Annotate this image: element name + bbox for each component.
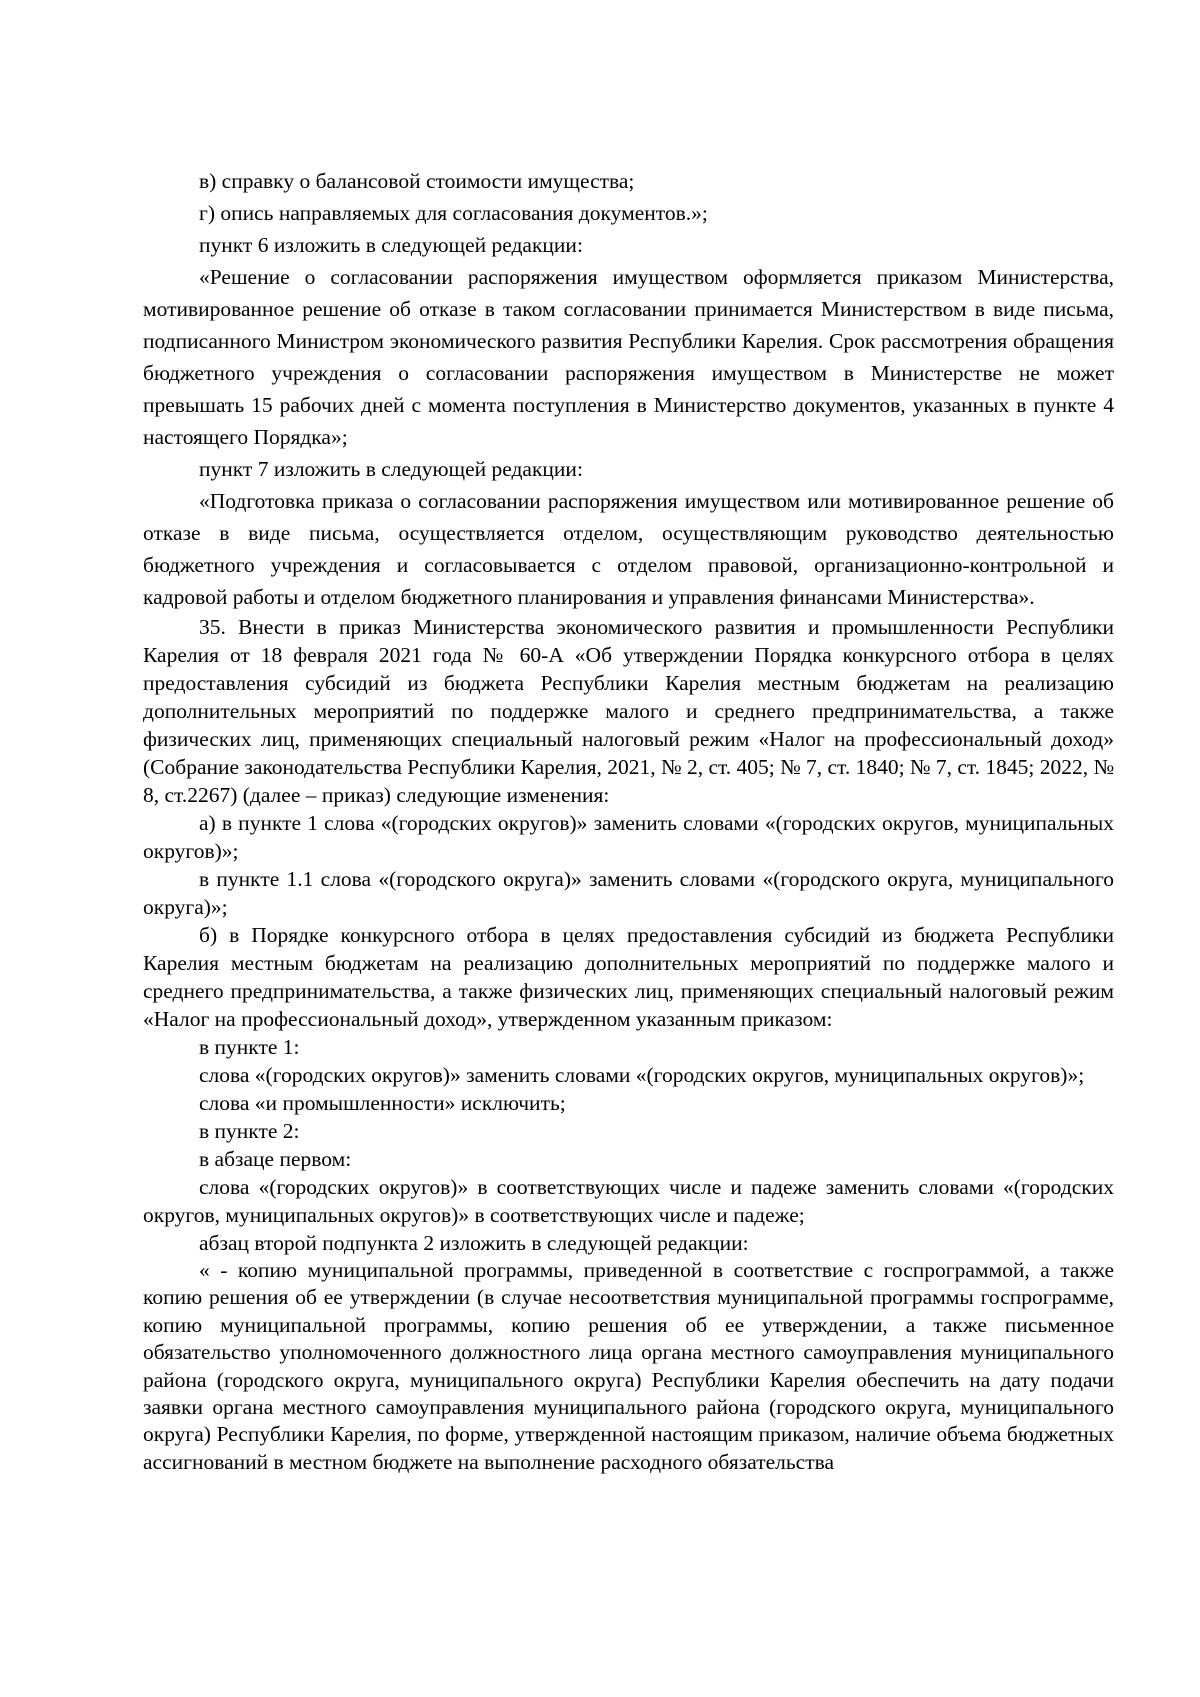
paragraph: «Подготовка приказа о согласовании распоряжения имуществом или мотивированное решение об отказе в виде письма, осуществляется отделом, осуществляющим руководство деятельностью бюджетного учреждения и согласовывается с отделом правовой, организационно-контрольной и кадровой работы и отделом бюджетного планирования и управления финансами Министерства». <box>143 489 1114 609</box>
section-c <box>143 1257 1114 1476</box>
paragraph: а) в пункте 1 слова «(городских округов)» заменить словами «(городских округов, муниципальных округов)»; <box>143 811 1114 863</box>
paragraph: в пункте 2: <box>199 1119 300 1143</box>
section-b <box>143 613 1114 1257</box>
paragraph: в абзаце первом: <box>199 1147 352 1171</box>
paragraph: слова «(городских округов)» заменить словами «(городских округов, муниципальных округов)»; <box>199 1063 1085 1087</box>
paragraph: 35. Внести в приказ Министерства экономического развития и промышленности Республики Карелия от 18 февраля 2021 года № 60-А «Об утверждении Порядка конкурсного отбора в целях предоставления субсидий из бюджета Республики Карелия местным бюджетам на реализацию дополнительных мероприятий по поддержке малого и среднего предпринимательства, а также физических лиц, применяющих специальный налоговый режим «Налог на профессиональный доход» (Собрание законодательства Республики Карелия, 2021, № 2, ст. 405; № 7, ст. 1840; № 7, ст. 1845; 2022, № 8, ст.2267) (далее – приказ) следующие изменения: <box>143 615 1114 807</box>
paragraph: в пункте 1: <box>199 1035 300 1059</box>
paragraph: « - копию муниципальной программы, приведенной в соответствие с госпрограммой, а также копию решения об ее утверждении (в случае несоответствия муниципальной программы госпрограмме, копию муниципальной программы, копию решения об ее утверждении, а также письменное обязательство уполномоченного должностного лица органа местного самоуправления муниципального района (городского округа, муниципального округа) Республики Карелия обеспечить на дату подачи заявки органа местного самоуправления муниципального района (городского округа, муниципального округа) Республики Карелия, по форме, утвержденной настоящим приказом, наличие объема бюджетных ассигнований в местном бюджете на выполнение расходного обязательства <box>143 1258 1114 1474</box>
paragraph: б) в Порядке конкурсного отбора в целях предоставления субсидий из бюджета Республики Карелия местным бюджетам на реализацию дополнительных мероприятий по поддержке малого и среднего предпринимательства, а также физических лиц, применяющих специальный налоговый режим «Налог на профессиональный доход», утвержденном указанным приказом: <box>143 923 1114 1031</box>
document-body <box>143 165 1114 1476</box>
paragraph: «Решение о согласовании распоряжения имуществом оформляется приказом Министерства, мотивированное решение об отказе в таком согласовании принимается Министерством в виде письма, подписанного Министром экономического развития Республики Карелия. Срок рассмотрения обращения бюджетного учреждения о согласовании распоряжения имуществом в Министерстве не может превышать 15 рабочих дней с момента поступления в Министерство документов, указанных в пункте 4 настоящего Порядка»; <box>143 265 1114 449</box>
paragraph: слова «(городских округов)» в соответствующих числе и падеже заменить словами «(городских округов, муниципальных округов)» в соответствующих числе и падеже; <box>143 1175 1114 1227</box>
paragraph: г) опись направляемых для согласования документов.»; <box>199 201 708 225</box>
paragraph: слова «и промышленности» исключить; <box>199 1091 566 1115</box>
paragraph: в пункте 1.1 слова «(городского округа)» заменить словами «(городского округа, муниципального округа)»; <box>143 867 1114 919</box>
paragraph: абзац второй подпункта 2 изложить в следующей редакции: <box>199 1231 749 1255</box>
paragraph: пункт 6 изложить в следующей редакции: <box>199 233 583 257</box>
paragraph: пункт 7 изложить в следующей редакции: <box>199 457 583 481</box>
section-a <box>143 165 1114 613</box>
paragraph: в) справку о балансовой стоимости имущества; <box>199 169 635 193</box>
